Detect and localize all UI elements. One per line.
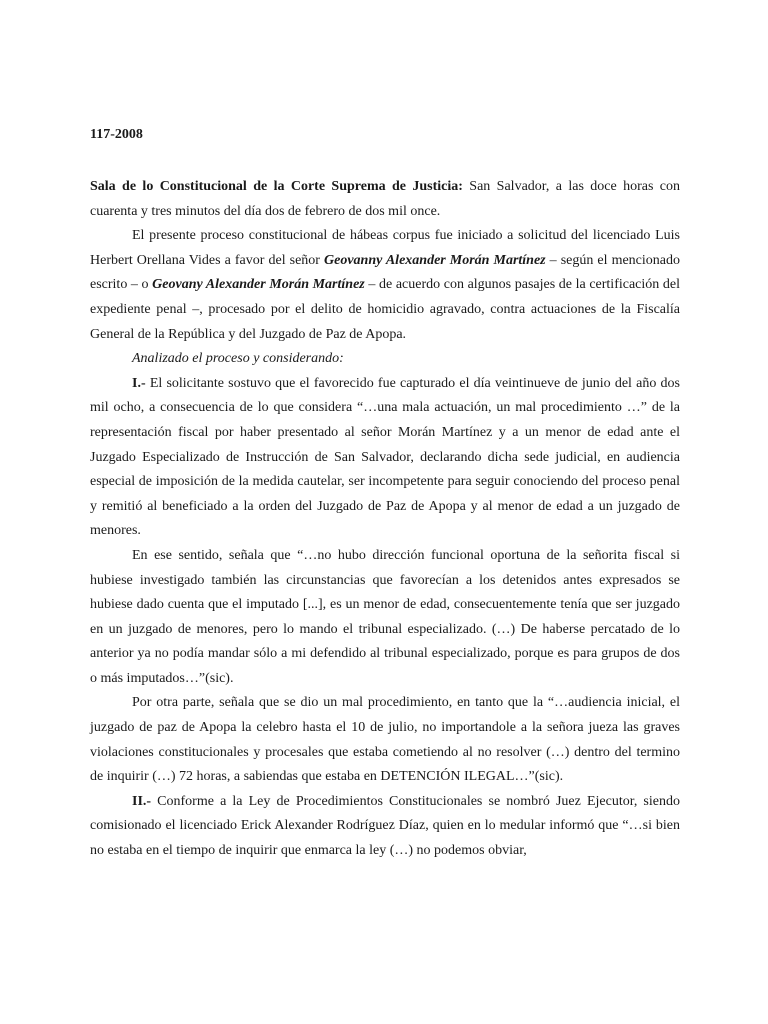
paragraph-heading <box>90 175 680 224</box>
beneficiary-name-2: Geovany Alexander Morán Martínez <box>152 277 365 293</box>
section-2-text: Conforme a la Ley de Procedimientos Constitucionales se nombró Juez Ejecutor, siendo comisionado el licenciado Erick Alexander Rodríguez Díaz, quien en lo medular informó que “…si bien no estaba en el tiempo de inquirir que enmarca la ley (…) no podemos obviar, <box>90 793 680 859</box>
otra-parte-text: Por otra parte, señala que se dio un mal procedimiento, en tanto que la “…audiencia inicial, el juzgado de paz de Apopa la celebro hasta el 10 de julio, no importandole a la señora jueza las graves violaciones constitucionales y procesales que estaba cometiendo al no resolver (…) dentro del termino de inquirir (…) 72 horas, a sabiendas que estaba en DETENCIÓN ILEGAL…”(sic). <box>90 695 680 785</box>
paragraph-sentido <box>90 544 680 692</box>
section-1-text: El solicitante sostuvo que el favorecido fue capturado el día veintinueve de junio del año dos mil ocho, a consecuencia de lo que considera “…una mala actuación, un mal procedimiento …” de la representación fiscal por haber presentado al señor Morán Martínez y a un menor de edad ante el Juzgado Especializado de Instrucción de San Salvador, declarando dicha sede judicial, en audiencia especial de imposición de la medida cautelar, ser incompetente para seguir conociendo del proceso penal y remitió al beneficiado a la orden del Juzgado de Paz de Apopa y al menor de edad a un juzgado de menores. <box>90 375 680 539</box>
intro-text-2: – según el mencionado escrito – o <box>90 252 680 293</box>
intro-text: El presente proceso constitucional de hábeas corpus fue iniciado a solicitud del licenciado Luis Herbert Orellana Vides a favor del señor <box>90 228 680 268</box>
intro-text-3: – de acuerdo con algunos pasajes de la certificación del expediente penal –, procesado por el delito de homicidio agravado, contra actuaciones de la Fiscalía General de la República y del Juzgado de Paz de Apopa. <box>90 277 680 342</box>
paragraph-considerando <box>90 347 680 372</box>
section-1-marker: I.- <box>132 375 146 391</box>
sentido-text: En ese sentido, señala que “…no hubo dirección funcional oportuna de la señorita fiscal si hubiese investigado también las circunstancias que favorecían a los detenidos antes expresados se hubiese dado cuenta que el imputado [...], es un menor de edad, consecuentemente tenía que ser juzgado en un juzgado de menores, pero lo mando el tribunal especializado. (…) De haberse percatado de lo anterior ya no podía mandar sólo a mi defendido al tribunal especializado, porque es para grupos de dos o más imputados…”(sic). <box>90 547 680 686</box>
section-2-marker: II.- <box>132 793 152 809</box>
document-body <box>90 175 680 864</box>
court-name: Sala de lo Constitucional de la Corte Suprema de Justicia: <box>90 179 463 194</box>
paragraph-section-2 <box>90 790 680 864</box>
paragraph-section-1 <box>90 372 680 544</box>
beneficiary-name-1: Geovanny Alexander Morán Martínez <box>324 252 546 268</box>
document-number: 117-2008 <box>90 127 143 142</box>
paragraph-introduction <box>90 224 680 347</box>
considerando-text: Analizado el proceso y considerando: <box>132 351 344 367</box>
paragraph-otra-parte <box>90 691 680 789</box>
date-text: San Salvador, a las doce horas con cuarenta y tres minutos del día dos de febrero de dos mil once. <box>90 179 680 219</box>
